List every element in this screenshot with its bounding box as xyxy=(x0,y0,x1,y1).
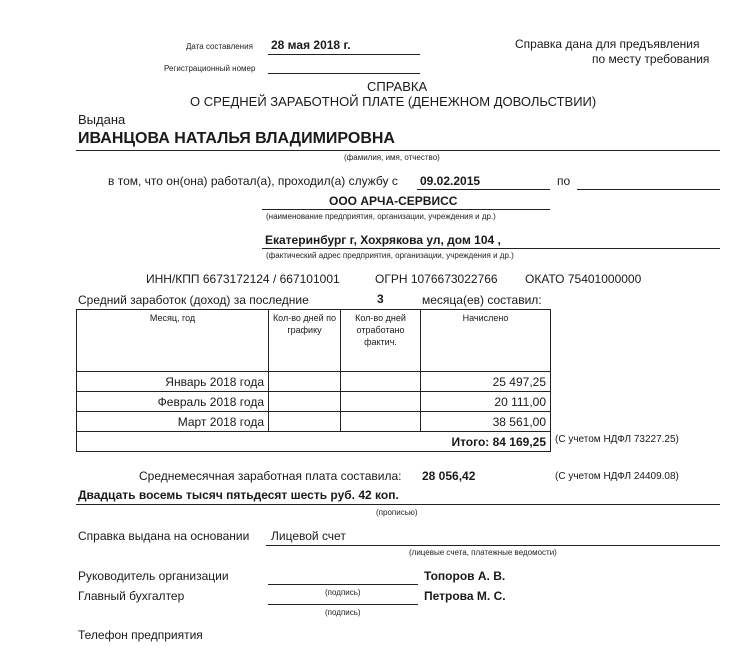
row-amount: 20 111,00 xyxy=(421,392,551,412)
org-caption: (наименование предприятия, организации, учреждения и др.) xyxy=(266,212,496,221)
name-caption: (фамилия, имя, отчество) xyxy=(344,153,440,162)
row-month: Март 2018 года xyxy=(77,412,269,432)
phone-label: Телефон предприятия xyxy=(78,628,203,642)
ogrn: ОГРН 1076673022766 xyxy=(375,272,498,286)
words-caption: (прописью) xyxy=(376,508,418,517)
row-days-plan xyxy=(269,392,341,412)
row-amount: 25 497,25 xyxy=(421,372,551,392)
head-signature-line xyxy=(268,584,418,585)
header-month: Месяц, год xyxy=(77,310,269,372)
amount-in-words: Двадцать восемь тысяч пятьдесят шесть руб. 42 коп. xyxy=(78,488,399,502)
note-line2: по месту требования xyxy=(592,52,710,66)
head-label: Руководитель организации xyxy=(78,569,229,583)
average-suffix: месяца(ев) составил: xyxy=(422,293,542,307)
row-days-fact xyxy=(341,392,421,412)
to-underline xyxy=(577,189,720,190)
basis-value: Лицевой счет xyxy=(271,529,346,543)
table-row xyxy=(77,412,551,432)
row-days-plan xyxy=(269,412,341,432)
row-days-fact xyxy=(341,372,421,392)
row-days-fact xyxy=(341,412,421,432)
issued-label: Выдана xyxy=(78,112,126,127)
accountant-name: Петрова М. С. xyxy=(424,589,506,603)
head-name: Топоров А. В. xyxy=(424,569,506,583)
average-label: Средний заработок (доход) за последние xyxy=(78,293,309,307)
name-underline xyxy=(76,150,720,151)
address-caption: (фактический адрес предприятия, организации, учреждения и др.) xyxy=(266,251,514,260)
head-signature-caption: (подпись) xyxy=(325,588,361,597)
date-label: Дата составления xyxy=(186,42,253,51)
employment-text: в том, что он(она) работал(а), проходил(а) службу с xyxy=(108,174,398,188)
earnings-table xyxy=(76,309,551,452)
accountant-signature-caption: (подпись) xyxy=(325,608,361,617)
note-line1: Справка дана для предъявления xyxy=(515,37,700,51)
accountant-label: Главный бухгалтер xyxy=(78,589,185,603)
monthly-value: 28 056,42 xyxy=(422,469,476,483)
org-name: ООО АРЧА-СЕРВИСС xyxy=(329,194,458,208)
reg-number-label: Регистрационный номер xyxy=(164,64,256,73)
date-value: 28 мая 2018 г. xyxy=(271,38,351,52)
table-total-row xyxy=(77,432,551,452)
table-total: Итого: 84 169,25 xyxy=(77,432,551,452)
org-address: Екатеринбург г, Хохрякова ул, дом 104 , xyxy=(265,233,501,247)
monthly-note: (С учетом НДФЛ 24409.08) xyxy=(555,471,679,482)
header-days-plan: Кол-во дней по графику xyxy=(269,310,341,372)
doc-title: СПРАВКА xyxy=(367,79,428,94)
employee-name: ИВАНЦОВА НАТАЛЬЯ ВЛАДИМИРОВНА xyxy=(78,130,395,147)
doc-subtitle: О СРЕДНЕЙ ЗАРАБОТНОЙ ПЛАТЕ (ДЕНЕЖНОМ ДОВОЛЬСТВИИ) xyxy=(190,94,597,109)
basis-caption: (лицевые счета, платежные ведомости) xyxy=(409,548,557,557)
basis-underline xyxy=(266,545,720,546)
employment-to-label: по xyxy=(557,174,571,188)
average-months: 3 xyxy=(377,292,384,306)
total-note: (С учетом НДФЛ 73227.25) xyxy=(555,434,679,445)
employment-from: 09.02.2015 xyxy=(420,174,481,188)
table-row xyxy=(77,372,551,392)
row-month: Январь 2018 года xyxy=(77,372,269,392)
reg-number-underline xyxy=(268,73,420,74)
accountant-signature-line xyxy=(268,604,418,605)
inn-kpp: ИНН/КПП 6673172124 / 667101001 xyxy=(146,272,340,286)
words-underline xyxy=(76,504,720,505)
date-underline xyxy=(268,54,420,55)
row-amount: 38 561,00 xyxy=(421,412,551,432)
table-header-row xyxy=(77,310,551,372)
org-underline xyxy=(262,209,550,210)
from-underline xyxy=(417,189,550,190)
row-month: Февраль 2018 года xyxy=(77,392,269,412)
row-days-plan xyxy=(269,372,341,392)
okato: ОКАТО 75401000000 xyxy=(525,272,642,286)
header-accrued: Начислено xyxy=(421,310,551,372)
monthly-label: Среднемесячная заработная плата составила: xyxy=(139,469,402,483)
table-row xyxy=(77,392,551,412)
header-days-fact: Кол-во дней отработано фактич. xyxy=(341,310,421,372)
address-underline xyxy=(262,248,720,249)
basis-label: Справка выдана на основании xyxy=(78,529,250,543)
